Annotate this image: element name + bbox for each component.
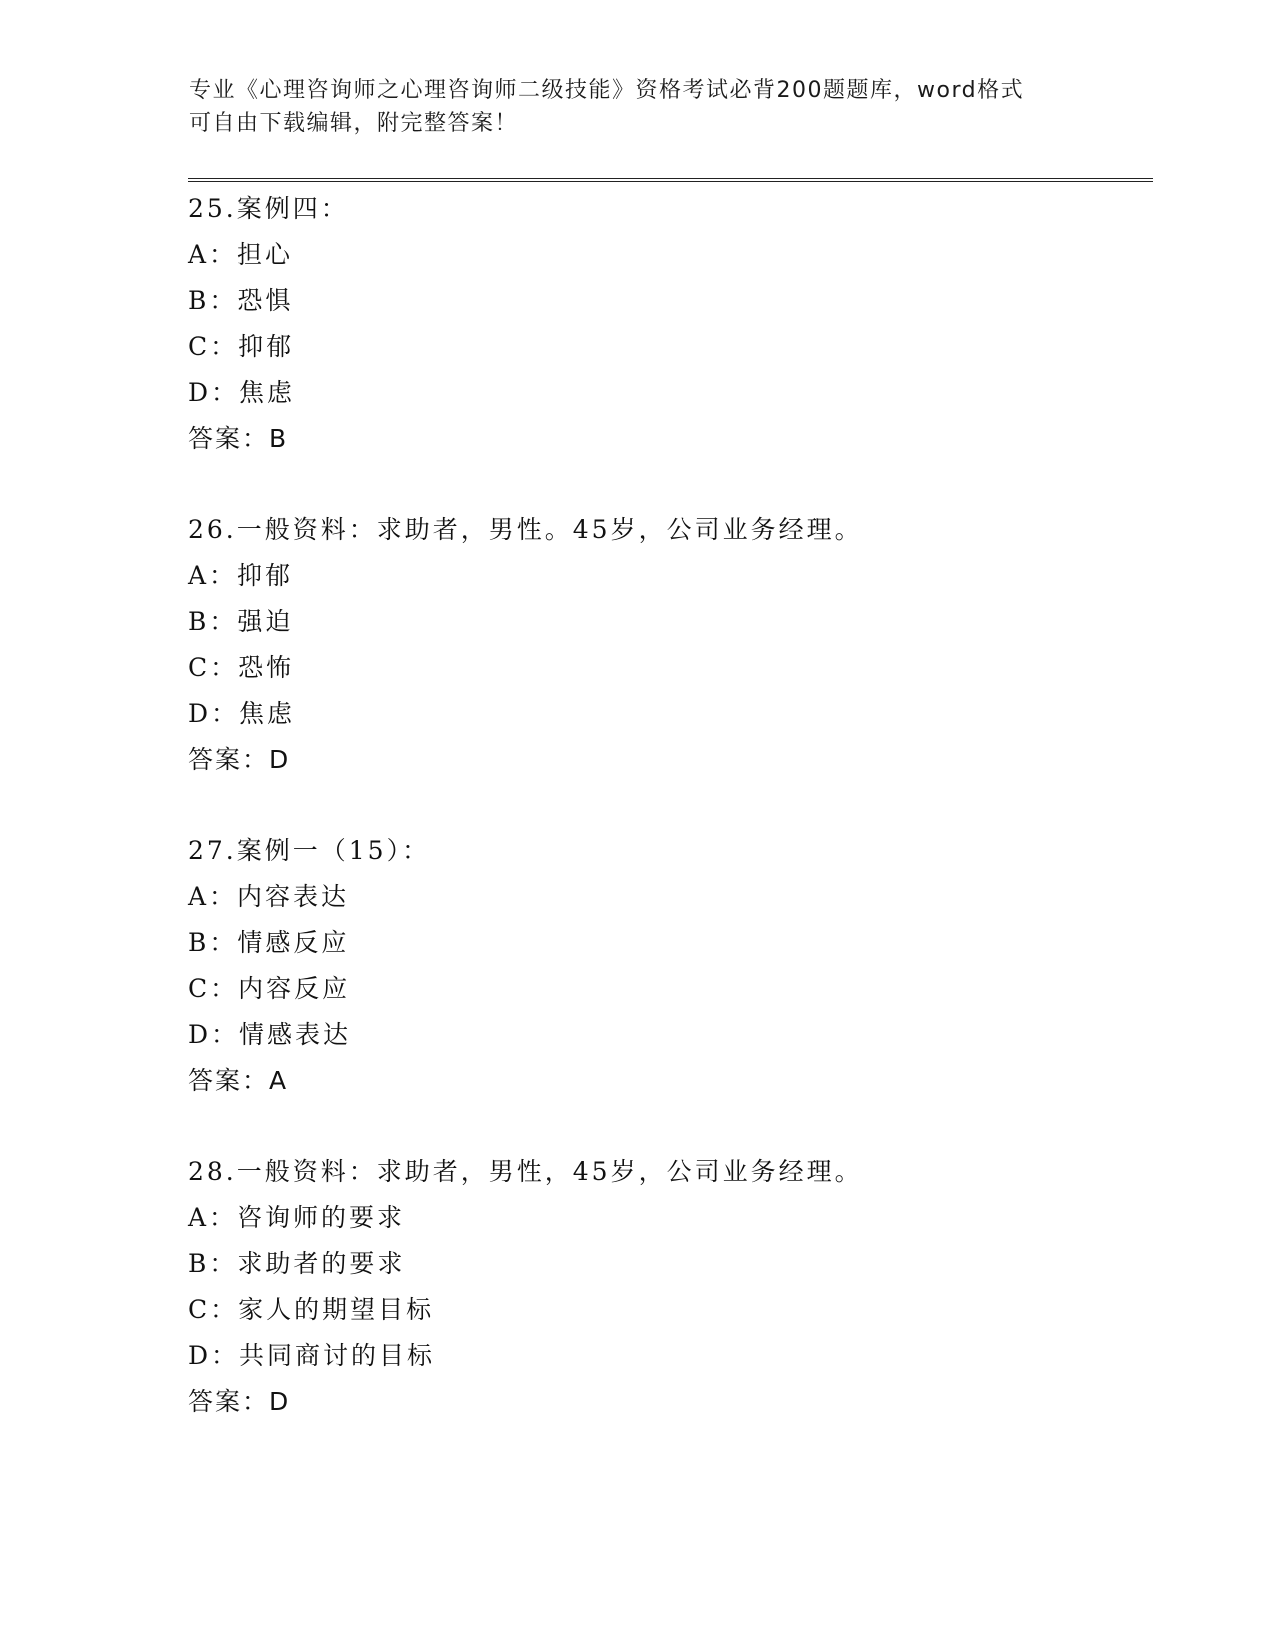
header-line-1: 专业《心理咨询师之心理咨询师二级技能》资格考试必背200题题库，word格式 [189,78,1025,103]
option-a: A：抑郁 [188,561,294,590]
answer: 答案：B [188,424,289,453]
option-c: C：内容反应 [188,974,351,1003]
option-b: B：情感反应 [188,928,350,957]
option-c: C：家人的期望目标 [188,1295,435,1324]
question-27 [188,828,1148,1104]
question-stem: 25.案例四： [188,194,349,223]
answer: 答案：D [188,745,291,774]
answer: 答案：A [188,1066,289,1095]
question-25 [188,186,1148,462]
header-divider [188,178,1153,182]
option-a: A：咨询师的要求 [188,1203,406,1232]
question-28 [188,1149,1148,1425]
option-a: A：担心 [188,240,294,269]
option-b: B：强迫 [188,607,294,636]
question-stem: 27.案例一（15）： [188,836,431,865]
option-b: B：恐惧 [188,286,294,315]
option-c: C：抑郁 [188,332,295,361]
option-d: D：焦虑 [188,378,296,407]
option-d: D：焦虑 [188,699,296,728]
question-26 [188,507,1148,783]
question-stem: 28.一般资料：求助者，男性，45岁，公司业务经理。 [188,1157,863,1186]
option-d: D：共同商讨的目标 [188,1341,436,1370]
header-line-2: 可自由下载编辑，附完整答案！ [189,111,519,136]
option-d: D：情感表达 [188,1020,352,1049]
question-stem: 26.一般资料：求助者，男性。45岁，公司业务经理。 [188,515,863,544]
answer: 答案：D [188,1387,291,1416]
option-c: C：恐怖 [188,653,295,682]
option-a: A：内容表达 [188,882,350,911]
document-header [189,74,1089,140]
option-b: B：求助者的要求 [188,1249,406,1278]
